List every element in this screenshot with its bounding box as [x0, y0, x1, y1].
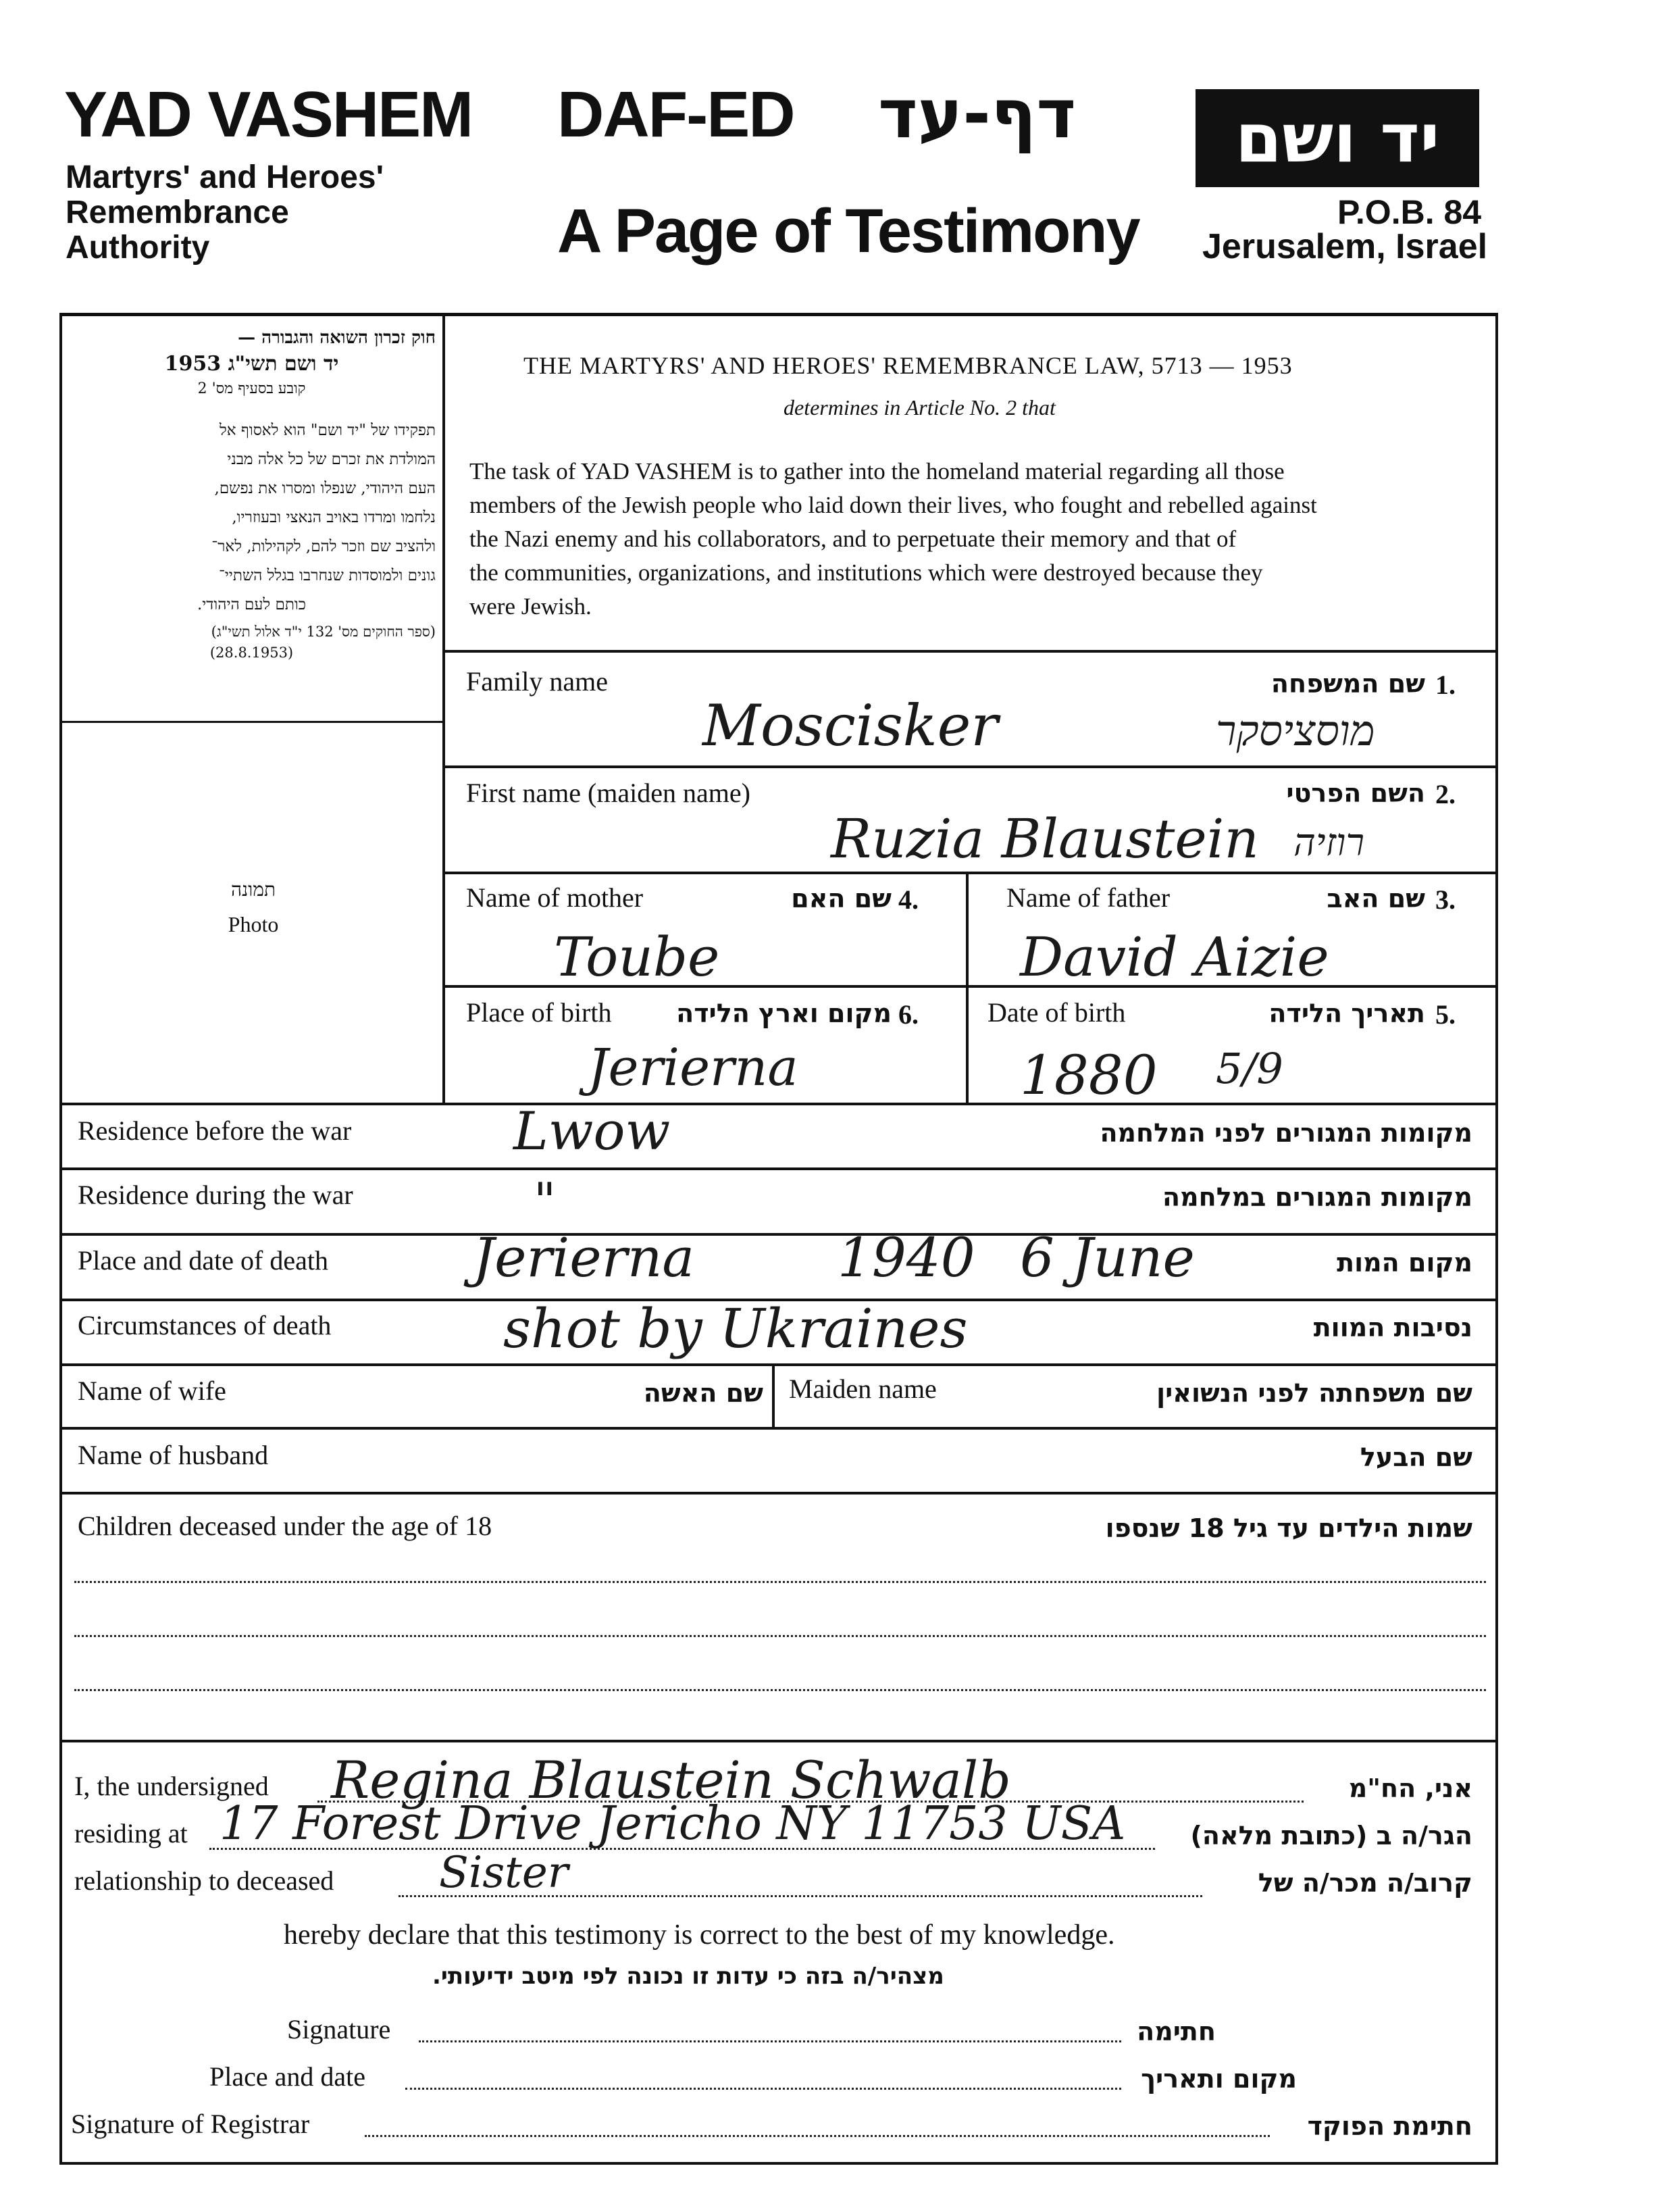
yad-vashem-logo — [1196, 89, 1479, 187]
first-name-label-hebrew: השם הפרטי — [1286, 778, 1425, 808]
photo-placeholder — [135, 878, 371, 937]
law-hebrew-body-3: העם היהודי, שנפלו ומסרו את נפשם, — [214, 480, 436, 497]
page-title: A Page of Testimony — [557, 197, 1139, 266]
wife-bottom — [59, 1427, 1498, 1430]
signature-label: Signature — [287, 2014, 391, 2044]
english-law-bottom — [442, 650, 1496, 653]
law-english-body-1: The task of YAD VASHEM is to gather into the homeland material regarding all those — [469, 458, 1285, 484]
row-photo-bottom — [59, 1103, 1498, 1105]
law-hebrew-line3: קובע בסעיף מס' 2 — [197, 380, 306, 397]
law-english-body-5: were Jewish. — [469, 593, 592, 620]
row1-bottom — [442, 765, 1496, 768]
law-hebrew-source: (ספר החוקים מס' 132 י"ד אלול תשי"ג) — [211, 624, 436, 640]
dob-label-hebrew: תאריך הלידה — [1268, 999, 1425, 1028]
residence-before-bottom — [59, 1167, 1498, 1170]
registrar-label-hebrew: חתימת הפוקד — [1307, 2111, 1472, 2141]
relationship-value[interactable]: Sister — [439, 1848, 569, 1898]
daf-ed-latin: DAF-ED — [557, 78, 794, 151]
org-subtitle-1: Martyrs' and Heroes' — [66, 159, 384, 195]
residence-during-label: Residence during the war — [78, 1180, 353, 1210]
logo-text: יד ושם — [1235, 99, 1440, 178]
maiden-label: Maiden name — [789, 1374, 937, 1404]
death-place-label-hebrew: מקום המות — [1337, 1248, 1472, 1278]
residing-value[interactable]: 17 Forest Drive Jericho NY 11753 USA — [220, 1797, 1126, 1851]
row34-divider — [966, 872, 969, 1105]
law-hebrew-box — [68, 328, 436, 661]
mother-label-hebrew: שם האם — [791, 884, 892, 913]
husband-label: Name of husband — [78, 1440, 269, 1470]
death-place-value[interactable]: Jerierna — [473, 1226, 695, 1289]
family-name-value-hebrew[interactable]: מוסציסקר — [1216, 706, 1375, 755]
children-label-hebrew: שמות הילדים עד גיל 18 שנספו — [1105, 1513, 1472, 1543]
law-hebrew-body-1: תפקידו של "יד ושם" הוא לאסוף אל — [220, 422, 436, 439]
frame-top — [59, 313, 1498, 316]
family-name-label: Family name — [466, 666, 608, 697]
wife-label-hebrew: שם האשה — [643, 1378, 763, 1408]
dob-value-day[interactable]: 5/9 — [1216, 1044, 1283, 1093]
place-date-label: Place and date — [209, 2061, 365, 2092]
declaration-hebrew: מצהיר/ה בזה כי עדות זו נכונה לפי מיטב ידיעותי. — [432, 1963, 944, 1990]
residence-during-label-hebrew: מקומות המגורים במלחמה — [1162, 1182, 1472, 1212]
residence-during-bottom — [59, 1233, 1498, 1236]
first-name-value[interactable]: Ruzia Blaustein — [831, 807, 1259, 870]
photo-label-hebrew: תמונה — [230, 878, 276, 901]
death-circ-bottom — [59, 1363, 1498, 1366]
residence-during-value[interactable]: " — [534, 1172, 557, 1229]
residence-before-label-hebrew: מקומות המגורים לפני המלחמה — [1100, 1118, 1472, 1148]
husband-label-hebrew: שם הבעל — [1360, 1442, 1472, 1472]
law-english-body-3: the Nazi enemy and his collaborators, and to perpetuate their memory and that of — [469, 526, 1237, 552]
death-circ-label-hebrew: נסיבות המוות — [1313, 1313, 1472, 1342]
law-english-title: THE MARTYRS' AND HEROES' REMEMBRANCE LAW, 5713 — 1953 — [523, 352, 1293, 379]
residence-before-value[interactable]: Lwow — [513, 1101, 671, 1162]
po-box: P.O.B. 84 — [1337, 193, 1482, 231]
org-name: YAD VASHEM — [64, 78, 473, 151]
wife-label: Name of wife — [78, 1376, 226, 1406]
frame-bottom — [59, 2162, 1498, 2165]
residing-label: residing at — [74, 1818, 188, 1849]
photo-label-english: Photo — [228, 912, 279, 936]
place-date-line[interactable] — [405, 2088, 1121, 2090]
undersigned-label: I, the undersigned — [74, 1771, 269, 1801]
father-label-hebrew: שם האב — [1327, 884, 1425, 913]
law-hebrew-body-5: ולהציב שם וזכר להם, לקהילות, לאר־ — [211, 538, 436, 555]
row2-bottom — [442, 872, 1496, 874]
birthplace-number: 6. — [898, 999, 919, 1030]
death-circ-label: Circumstances of death — [78, 1310, 332, 1340]
law-hebrew-line2: יד ושם תשי"ג 1953 — [164, 352, 339, 376]
law-english-body-4: the communities, organizations, and institutions which were destroyed because they — [469, 559, 1263, 586]
registrar-line[interactable] — [365, 2135, 1270, 2137]
maiden-label-hebrew: שם משפחתה לפני הנשואין — [1156, 1378, 1472, 1408]
family-name-number: 1. — [1435, 670, 1456, 700]
law-hebrew-line1: חוק זכרון השואה והגבורה — — [238, 328, 436, 348]
law-english-subtitle: determines in Article No. 2 that — [784, 395, 1056, 420]
law-hebrew-body-7: כותם לעם היהודי. — [197, 596, 307, 613]
city: Jerusalem, Israel — [1202, 227, 1488, 266]
family-name-value[interactable]: Moscisker — [702, 693, 998, 759]
org-subtitle-3: Authority — [66, 230, 210, 266]
birthplace-label-hebrew: מקום וארץ הלידה — [676, 999, 892, 1028]
mother-label: Name of mother — [466, 882, 644, 913]
first-name-label: First name (maiden name) — [466, 778, 750, 808]
relationship-label-hebrew: קרוב/ה מכר/ה של — [1258, 1868, 1472, 1898]
residing-label-hebrew: הגר/ה ב (כתובת מלאה) — [1190, 1821, 1472, 1851]
mother-value[interactable]: Toube — [554, 926, 720, 988]
children-label: Children deceased under the age of 18 — [78, 1511, 492, 1541]
father-label: Name of father — [1006, 882, 1171, 913]
frame-right — [1495, 313, 1498, 2164]
first-name-value-hebrew[interactable]: רוזיה — [1293, 821, 1364, 865]
birthplace-label: Place of birth — [466, 997, 612, 1028]
husband-bottom — [59, 1492, 1498, 1494]
residence-before-label: Residence before the war — [78, 1115, 352, 1146]
birthplace-value[interactable]: Jerierna — [588, 1037, 798, 1097]
law-hebrew-body-6: גונים ולמוסדות שנחרבו בגלל השתיי־ — [218, 567, 436, 584]
signature-line[interactable] — [419, 2040, 1121, 2042]
signature-label-hebrew: חתימה — [1137, 2017, 1216, 2046]
father-number: 3. — [1435, 884, 1456, 915]
org-subtitle-2: Remembrance — [66, 195, 289, 230]
law-hebrew-body-4: נלחמו ומרדו באויב הנאצי ובעוזריו, — [232, 509, 436, 526]
children-bottom — [59, 1740, 1498, 1742]
law-hebrew-body-2: המולדת את זכרם של כל אלה מבני — [227, 451, 436, 468]
dob-number: 5. — [1435, 999, 1456, 1030]
place-date-label-hebrew: מקום ותאריך — [1141, 2064, 1297, 2094]
father-value[interactable]: David Aizie — [1020, 926, 1329, 988]
death-place-label: Place and date of death — [78, 1245, 328, 1276]
mother-number: 4. — [898, 884, 919, 915]
law-hebrew-date: (28.8.1953) — [209, 645, 294, 661]
daf-ed-hebrew: דף-עד — [878, 74, 1077, 153]
children-line-2[interactable] — [74, 1635, 1486, 1637]
declaration-english: hereby declare that this testimony is correct to the best of my knowledge. — [284, 1919, 1115, 1951]
dob-value[interactable]: 1880 — [1020, 1044, 1158, 1107]
death-circ-value[interactable]: shot by Ukraines — [503, 1297, 968, 1360]
relationship-label: relationship to deceased — [74, 1865, 334, 1896]
death-date-value[interactable]: 6 June — [1020, 1226, 1195, 1289]
frame-left — [59, 313, 62, 2164]
law-english-body-2: members of the Jewish people who laid down their lives, who fought and rebelled against — [469, 492, 1317, 518]
children-line-3[interactable] — [74, 1689, 1486, 1691]
family-name-label-hebrew: שם המשפחה — [1270, 669, 1425, 699]
undersigned-label-hebrew: אני, הח"מ — [1348, 1774, 1472, 1803]
dob-label: Date of birth — [987, 997, 1126, 1028]
law-english-body — [469, 455, 1469, 624]
law-box-bottom — [59, 721, 444, 723]
wife-divider — [772, 1363, 775, 1427]
first-name-number: 2. — [1435, 779, 1456, 809]
children-line-1[interactable] — [74, 1581, 1486, 1583]
undersigned-value[interactable]: Regina Blaustein Schwalb — [331, 1750, 1011, 1810]
registrar-label: Signature of Registrar — [71, 2109, 310, 2139]
death-year-value[interactable]: 1940 — [838, 1226, 975, 1289]
